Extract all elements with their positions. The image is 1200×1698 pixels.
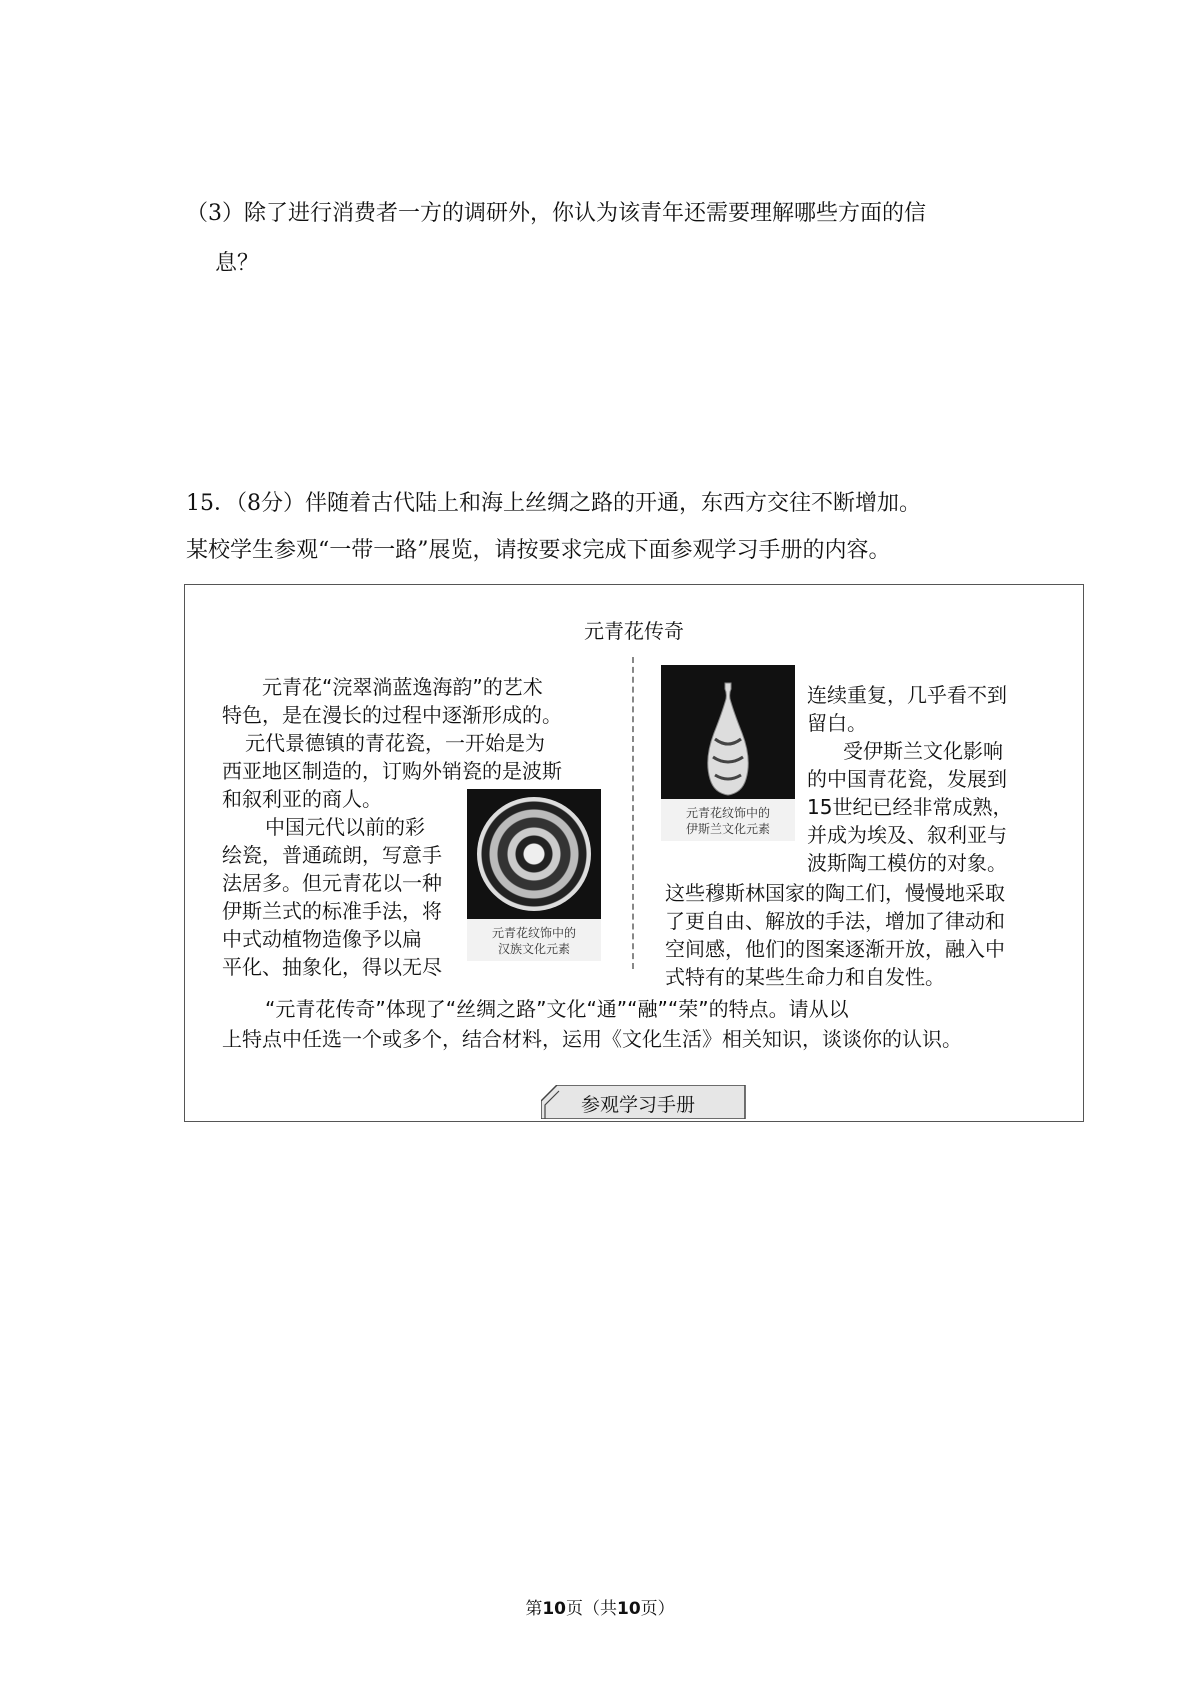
left-text-line: 元代景德镇的青花瓷，一开始是为	[245, 731, 545, 755]
right-text-line: 这些穆斯林国家的陶工们，慢慢地采取	[665, 881, 1005, 905]
right-text-line: 并成为埃及、叙利亚与	[807, 823, 1007, 847]
left-text-line: 伊斯兰式的标准手法，将	[222, 899, 442, 923]
right-text-line: 留白。	[807, 711, 867, 735]
question-15-line-2: 某校学生参观“一带一路”展览，请按要求完成下面参观学习手册的内容。	[186, 538, 891, 563]
left-text-line: 元青花“浣翠淌蓝逸海韵”的艺术	[262, 675, 543, 699]
right-text-line: 了更自由、解放的手法，增加了律动和	[665, 909, 1005, 933]
plate-caption: 元青花纹饰中的 汉族文化元素	[491, 926, 576, 956]
panel-title: 元青花传奇	[584, 619, 684, 643]
right-text-line: 受伊斯兰文化影响	[843, 739, 1003, 763]
left-text-line: 平化、抽象化，得以无尽	[222, 955, 442, 979]
vase-image	[661, 665, 795, 841]
right-text-line: 式特有的某些生命力和自发性。	[665, 965, 945, 989]
left-text-line: 中国元代以前的彩	[265, 815, 425, 839]
vase-caption: 元青花纹饰中的 伊斯兰文化元素	[685, 806, 770, 836]
page-footer: 第10页（共10页）	[525, 1599, 675, 1619]
left-text-line: 法居多。但元青花以一种	[222, 871, 442, 895]
right-text-line: 连续重复，几乎看不到	[807, 683, 1007, 707]
right-text-line: 的中国青花瓷，发展到	[807, 767, 1007, 791]
left-text-line: 绘瓷，普通疏朗，写意手	[222, 843, 442, 867]
task-line-1: “元青花传奇”体现了“丝绸之路”文化“通”“融”“荣”的特点。请从以	[265, 997, 849, 1021]
task-line-2: 上特点中任选一个或多个，结合材料，运用《文化生活》相关知识，谈谈你的认识。	[222, 1027, 962, 1051]
right-text-line: 15世纪已经非常成熟，	[807, 795, 1013, 819]
question-3-line-2: 息？	[215, 251, 260, 276]
vase-icon	[703, 679, 753, 799]
study-handbook-panel	[184, 584, 1084, 1122]
handbook-tab	[541, 1085, 751, 1119]
left-text-line: 和叙利亚的商人。	[222, 787, 382, 811]
right-text-line: 空间感，他们的图案逐渐开放，融入中	[665, 937, 1005, 961]
left-text-line: 西亚地区制造的，订购外销瓷的是波斯	[222, 759, 562, 783]
question-15-line-1: 15．（8分）伴随着古代陆上和海上丝绸之路的开通，东西方交往不断增加。	[186, 491, 921, 516]
left-text-line: 中式动植物造像予以扁	[222, 927, 422, 951]
handbook-tab-label: 参观学习手册	[581, 1094, 696, 1116]
plate-image	[467, 789, 601, 961]
question-3-line-1: （3）除了进行消费者一方的调研外，你认为该青年还需要理解哪些方面的信	[186, 201, 926, 226]
plate-pattern-icon	[477, 797, 591, 911]
left-text-line: 特色，是在漫长的过程中逐渐形成的。	[222, 703, 562, 727]
page-total: 10	[617, 1599, 641, 1619]
page-number: 10	[542, 1599, 566, 1619]
column-divider	[632, 657, 634, 969]
right-text-line: 波斯陶工模仿的对象。	[807, 851, 1007, 875]
